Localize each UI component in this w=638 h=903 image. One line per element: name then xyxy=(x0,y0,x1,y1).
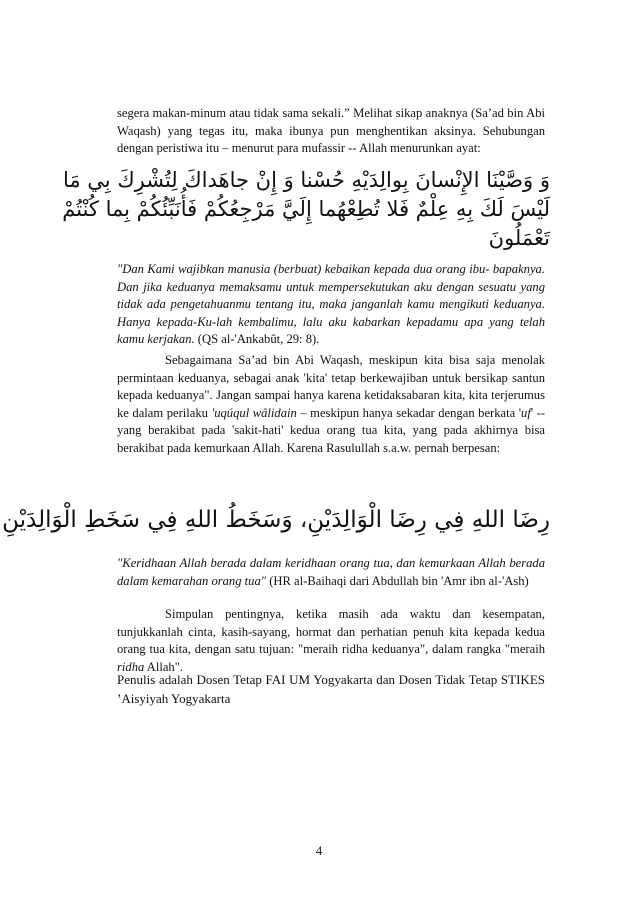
verse-translation xyxy=(117,261,545,349)
arabic-verse-line-2: لَيْسَ لَكَ بِهِ عِلْمٌ فَلا تُطِعْهُما إِلَيَّ مَرْجِعُكُمْ فَأُنَبِّئُكُمْ بِما كُنْتُمْ xyxy=(62,197,550,221)
paragraph-conclusion xyxy=(117,606,545,676)
hadith-translation-source: (HR al-Baihaqi dari Abdullah bin 'Amr ibn al-'Ash) xyxy=(266,573,529,588)
term-uf: uf xyxy=(521,405,531,420)
paragraph-explanation xyxy=(117,352,545,457)
paragraph-conclusion-part-2: Allah". xyxy=(144,659,184,674)
hadith-translation xyxy=(117,555,545,590)
arabic-hadith: رِضَا اللهِ فِي رِضَا الْوَالِدَيْنِ، وَسَخَطُ اللهِ فِي سَخَطِ الْوَالِدَيْنِ xyxy=(2,507,550,533)
term-uququl-walidain: 'uqúqul wâlidain xyxy=(211,405,297,420)
arabic-verse-line-1: وَ وَصَّيْنَا الإِنْسانَ بِوالِدَيْهِ حُسْنا وَ إِنْ جاهَداكَ لِتُشْرِكَ بِي مَا xyxy=(62,168,550,192)
term-ridha: ridha xyxy=(117,659,145,674)
paragraph-conclusion-part-1: Simpulan pentingnya, ketika masih ada waktu dan kesempatan, tunjukkanlah cinta, kasih-sayang, hormat dan perhatian penuh kita kepada kedua orang tua kita, dengan satu tujuan: "meraih ridha keduanya", dalam rangka "meraih xyxy=(117,607,545,656)
verse-translation-source: (QS al-'Ankabût, 29: 8). xyxy=(194,332,320,346)
verse-translation-quote: "Dan Kami wajibkan manusia (berbuat) kebaikan kepada dua orang ibu- bapaknya. Dan jika keduanya memaksamu untuk mempersekutukan aku dengan sesuatu yang tidak ada pengetahuanmu tentang itu, maka janganlah kamu mengikuti keduanya. Hanya kepada-Ku-lah kembalimu, lalu aku kabarkan kepadamu apa yang telah kamu kerjakan. xyxy=(117,262,545,346)
arabic-verse-line-3: تَعْمَلُونَ xyxy=(488,226,550,250)
author-note: Penulis adalah Dosen Tetap FAI UM Yogyakarta dan Dosen Tidak Tetap STIKES ’Aisyiyah Yogyakarta xyxy=(117,672,545,706)
hadith-translation-quote: "Keridhaan Allah berada dalam keridhaan orang tua, dan kemurkaan Allah berada dalam kemarahan orang tua" xyxy=(117,556,545,588)
page-number: 4 xyxy=(315,843,323,858)
paragraph-intro: segera makan-minum atau tidak sama sekali.” Melihat sikap anaknya (Sa’ad bin Abi Waqash) yang tegas itu, maka ibunya pun menghentikan aksinya. Sehubungan dengan peristiwa itu – menurut para mufassir -- Allah menurunkan ayat: xyxy=(117,106,545,155)
arabic-verse xyxy=(62,166,550,253)
paragraph-explanation-part-1: Sebagaimana Sa’ad bin Abi Waqash, meskipun kita bisa saja menolak permintaan keduanya, sebagai anak 'kita' tetap berkewajiban untuk bersikap santun kepada keduanya". Jangan sampai hanya karena ketidaksabaran kita, kita terjerumus ke dalam perilaku xyxy=(117,353,545,420)
paragraph-explanation-part-2: – meskipun hanya sekadar dengan berkata ' xyxy=(296,405,522,420)
paragraph-explanation-part-3: ' -- yang berakibat pada 'sakit-hati' kedua orang tua kita, yang pada akhirnya bisa berakibat pada kemurkaan Allah. Karena Rasulullah s.a.w. pernah berpesan: xyxy=(117,405,545,455)
